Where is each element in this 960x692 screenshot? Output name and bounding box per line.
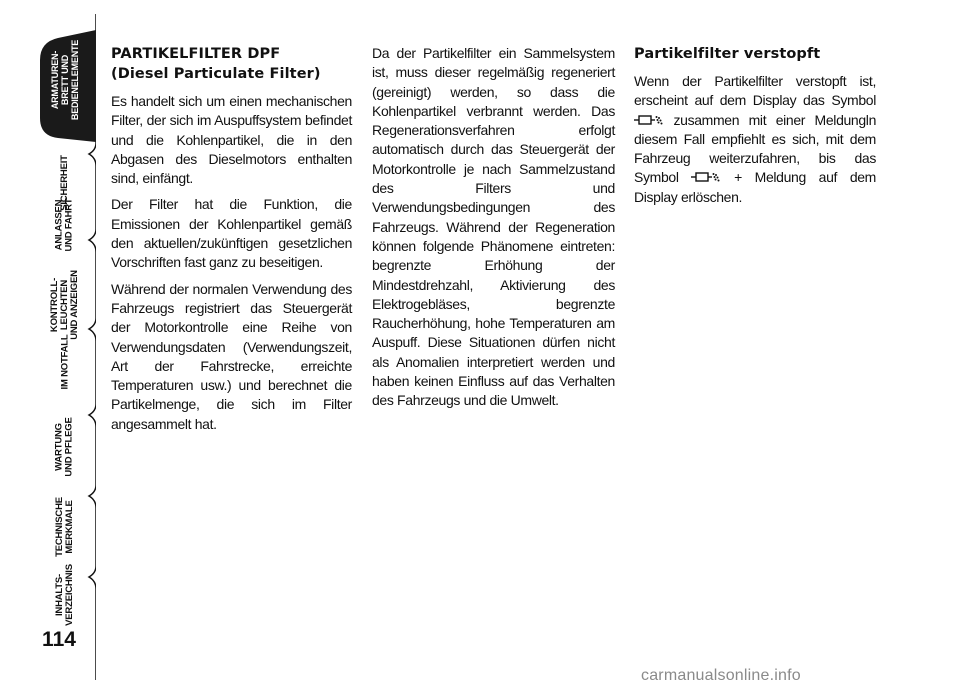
text-run: zusammen mit einer Meldungln diesem Fall empfiehlt es sich, mit dem Fahrzeug weiterzufahren, bis das Symbol xyxy=(634,111,877,186)
paragraph: Es handelt sich um einen mechanischen Filter, der sich im Auspuffsystem befindet und die Kohlenpartikel, die in den Abgasen des Dieselmotors enthalten sind, einfängt. xyxy=(111,93,352,187)
particulate-filter-icon xyxy=(691,171,721,183)
watermark: carmanualsonline.info xyxy=(641,667,801,684)
section-heading: Partikelfilter verstopft xyxy=(634,46,821,62)
page-number: 114 xyxy=(42,628,76,651)
tab-technische-merkmale[interactable] xyxy=(40,492,90,562)
column-1 xyxy=(111,44,352,441)
sidebar xyxy=(0,0,96,692)
tab-inhaltsverzeichnis[interactable] xyxy=(40,560,90,630)
tab-anlassen-und-fahrt[interactable] xyxy=(40,190,90,260)
heading-line-1: PARTIKELFILTER DPF xyxy=(111,46,281,62)
heading-line-2: (Diesel Particulate Filter) xyxy=(111,66,321,82)
text-run: + Meldung auf dem Display erlöschen. xyxy=(634,169,876,205)
tab-label: KONTROLL- LEUCHTEN UND ANZEIGEN xyxy=(49,270,80,340)
tab-label: INHALTS- VERZEICHNIS xyxy=(54,564,76,626)
tab-label: WARTUNG UND PFLEGE xyxy=(54,417,76,477)
tab-wartung-und-pflege[interactable] xyxy=(40,412,90,482)
tab-im-notfall[interactable] xyxy=(40,327,90,397)
text-run: Wenn der Partikelfilter verstopft ist, erscheint auf dem Display das Symbol xyxy=(634,73,876,109)
column-3 xyxy=(634,44,876,214)
tab-label: IM NOTFALL xyxy=(59,334,70,390)
paragraph: Der Filter hat die Funktion, die Emissionen der Kohlenpartikel gemäß den aktuellen/zukünftigen gesetzlichen Vorschriften fast ganz zu beseitigen. xyxy=(111,196,352,271)
paragraph: Da der Partikelfilter ein Sammelsystem ist, muss dieser regelmäßig regeneriert (gereinigt) werden, so dass die Kohlenpartikel verbrannt werden. Das Regenerationsverfahren erfolgt automatisch durch das Steuergerät der Motorkontrolle je nach Sammelzustand des Filters und Verwendungsbedingungen des Fahrzeugs. Während der Regeneration können folgende Phänomene eintreten: begrenzte Erhöhung der Mindestdrehzahl, Aktivierung des Elektrogebläses, begrenzte Raucherhöhung, hohe Temperaturen am Auspuff. Diese Situationen dürfen nicht als Anomalien interpretiert werden und haben keinen Einfluss auf das Verhalten des Fahrzeugs und die Umwelt. xyxy=(372,45,615,409)
tab-label: SICHERHEIT xyxy=(59,155,71,211)
tab-label: ANLASSEN UND FAHRT xyxy=(54,198,75,252)
paragraph xyxy=(634,72,876,207)
tab-armaturenbrett[interactable] xyxy=(40,20,90,140)
tab-label: ARMATUREN- BRETT UND BEDIENELEMENTE xyxy=(50,39,80,121)
paragraph: Während der normalen Verwendung des Fahrzeugs registriert das Steuergerät der Motorkontrolle eine Reihe von Verwendungsdaten (Verwendungszeit, Art der Fahrstrecke, erreichte Temperaturen usw.) und berechnet die Partikelmenge, die sich im Filter angesammelt hat. xyxy=(111,280,352,432)
particulate-filter-icon xyxy=(634,114,664,126)
tab-label: TECHNISCHE MERKMALE xyxy=(54,497,76,557)
section-heading xyxy=(111,44,352,84)
column-2 xyxy=(372,44,615,418)
